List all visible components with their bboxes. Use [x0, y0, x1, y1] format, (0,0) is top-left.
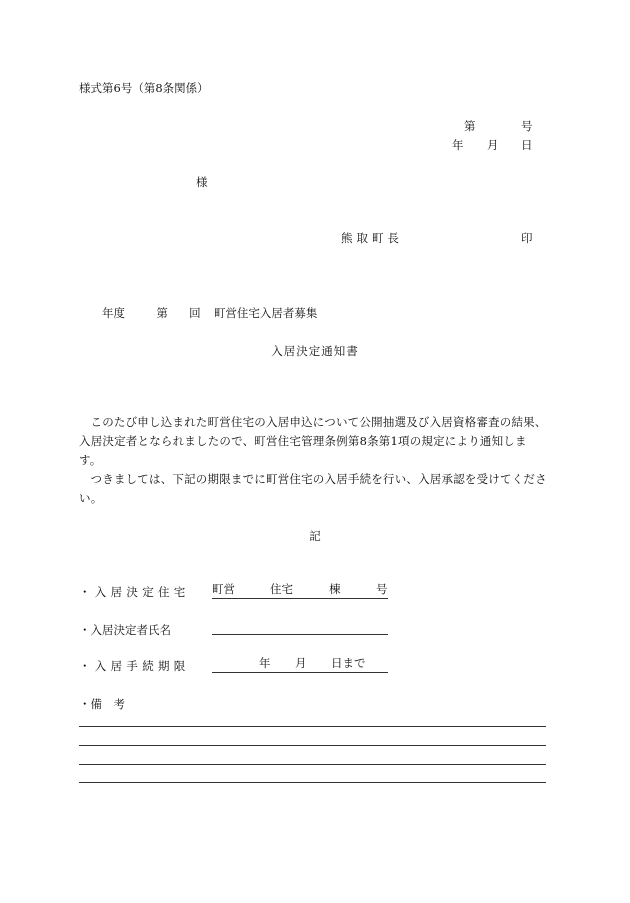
recruitment-round-suffix: 回 [189, 306, 201, 320]
housing-town: 町営 [212, 582, 235, 596]
date-month-label: 月 [487, 138, 499, 152]
doc-number-prefix: 第 [464, 119, 476, 133]
deadline-year: 年 [259, 656, 271, 670]
ki-heading: 記 [309, 529, 321, 543]
remarks-line-4 [79, 782, 546, 783]
deadline-label: ・入居手続期限 [79, 659, 190, 673]
remarks-line-3 [79, 764, 546, 765]
recruitment-round-prefix: 第 [156, 306, 168, 320]
body-paragraph-2: つきましては、下記の期限までに町営住宅の入居手続を行い、入居承認を受けてください。 [79, 472, 547, 505]
remarks-line-1 [79, 726, 546, 727]
recruitment-name: 町営住宅入居者募集 [213, 306, 318, 320]
remarks-line-2 [79, 745, 546, 746]
housing-field [212, 581, 388, 599]
remarks-label: ・備 考 [79, 697, 125, 711]
form-number: 様式第6号（第8条関係） [79, 81, 209, 95]
housing-jutaku: 住宅 [270, 582, 293, 596]
recruitment-year-label: 年度 [102, 306, 125, 320]
applicant-name-field [212, 617, 388, 635]
housing-number: 号 [376, 582, 388, 596]
issuer-name: 熊取町長 [341, 231, 403, 245]
deadline-day: 日まで [331, 656, 366, 670]
deadline-field [212, 655, 388, 673]
recruitment-line [102, 305, 317, 321]
body-text [79, 413, 549, 508]
body-paragraph-1: このたび申し込まれた町営住宅の入居申込について公開抽選及び入居資格審査の結果、入居決定者となられましたので、町営住宅管理条例第8条第1項の規定により通知します。 [79, 415, 547, 467]
document-title: 入居決定通知書 [271, 344, 359, 358]
addressee-suffix: 様 [196, 175, 208, 189]
doc-number-suffix: 号 [521, 119, 533, 133]
housing-label: ・入居決定住宅 [79, 585, 190, 599]
seal-mark: 印 [521, 231, 533, 245]
date-year-label: 年 [452, 138, 464, 152]
housing-building: 棟 [329, 582, 341, 596]
deadline-month: 月 [295, 656, 307, 670]
date-day-label: 日 [521, 138, 533, 152]
applicant-name-label: ・入居決定者氏名 [79, 623, 171, 637]
